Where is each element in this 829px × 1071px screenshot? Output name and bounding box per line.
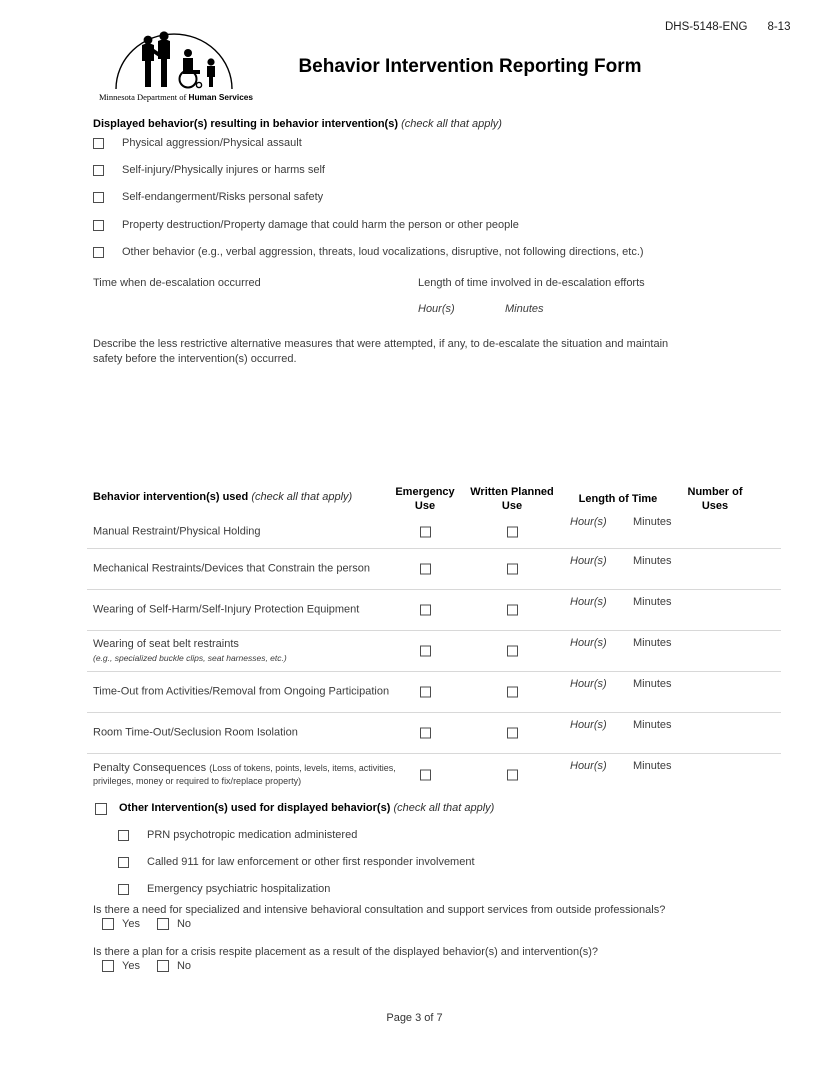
behavior-option: [93, 192, 323, 203]
hours-field-label: Hour(s): [570, 516, 607, 528]
intervention-label: Wearing of Self-Harm/Self-Injury Protection Equipment: [93, 603, 360, 616]
deescalation-length-label: Length of time involved in de-escalation efforts: [418, 277, 645, 289]
other-intervention-label: PRN psychotropic medication administered: [147, 829, 358, 841]
displayed-behaviors-heading: [93, 118, 788, 130]
logo-caption: [99, 92, 254, 102]
other-interventions-heading-note: (check all that apply): [393, 802, 495, 814]
intervention-label: Time-Out from Activities/Removal from Ongoing Participation: [93, 685, 390, 698]
written-planned-use-checkbox-6[interactable]: [507, 770, 518, 781]
emergency-use-checkbox-5[interactable]: [420, 728, 431, 739]
describe-instruction: Describe the less restrictive alternative measures that were attempted, if any, to de-escalate the situation and maintain safety before the intervention(s) occurred.: [93, 338, 669, 365]
logo-caption-bold: Human Services: [188, 92, 254, 102]
other-intervention-label: Emergency psychiatric hospitalization: [147, 883, 331, 895]
behavior-option-label: Self-endangerment/Risks personal safety: [122, 191, 324, 203]
intervention-label-note: (e.g., specialized buckle clips, seat harnesses, etc.): [93, 653, 287, 663]
minutes-field-label: Minutes: [633, 516, 672, 528]
intervention-label: [93, 638, 413, 664]
emergency-use-checkbox-1[interactable]: [420, 564, 431, 575]
other-intervention-checkbox-2[interactable]: [118, 884, 129, 895]
yes-label: Yes: [122, 960, 140, 972]
written-planned-use-checkbox-0[interactable]: [507, 526, 518, 537]
table-row: [87, 712, 781, 753]
displayed-behaviors-section: [93, 118, 788, 258]
other-interventions-heading: [119, 802, 494, 814]
behavior-option-label: Property destruction/Property damage that could harm the person or other people: [122, 219, 519, 231]
minutes-field-label: Minutes: [633, 760, 672, 772]
interventions-table: [87, 483, 781, 796]
page-footer: Page 3 of 7: [386, 1012, 443, 1024]
question-consultation-answers: [102, 918, 191, 930]
behavior-checkbox-2[interactable]: [93, 192, 104, 203]
interventions-heading-note: (check all that apply): [251, 491, 353, 503]
behavior-option: [93, 220, 519, 231]
respite-yes-checkbox[interactable]: [102, 960, 114, 972]
hours-field-label: Hour(s): [570, 555, 607, 567]
other-interventions-heading-row: [95, 803, 494, 815]
behavior-checkbox-0[interactable]: [93, 138, 104, 149]
question-respite-answers: [102, 960, 191, 972]
intervention-label: [93, 762, 413, 788]
behavior-option-label: Self-injury/Physically injures or harms self: [122, 164, 325, 176]
respite-no-checkbox[interactable]: [157, 960, 169, 972]
minutes-field-label: Minutes: [633, 555, 672, 567]
emergency-use-checkbox-3[interactable]: [420, 646, 431, 657]
interventions-heading-text: Behavior intervention(s) used: [93, 491, 249, 503]
emergency-use-checkbox-2[interactable]: [420, 605, 431, 616]
no-label: No: [176, 960, 192, 972]
behavior-option: [93, 247, 644, 258]
minutes-field-label: Minutes: [633, 637, 672, 649]
form-number-code: DHS-5148-ENG: [665, 21, 748, 33]
table-row: [87, 515, 781, 548]
other-intervention-checkbox-1[interactable]: [118, 857, 129, 868]
deescalation-minutes-label: Minutes: [505, 303, 544, 315]
minutes-field-label: Minutes: [633, 719, 672, 731]
minutes-field-label: Minutes: [633, 678, 672, 690]
behavior-option-label: Other behavior (e.g., verbal aggression, threats, loud vocalizations, disruptive, not following directions, etc.): [122, 246, 644, 258]
intervention-label: Room Time-Out/Seclusion Room Isolation: [93, 726, 298, 739]
hours-field-label: Hour(s): [570, 678, 607, 690]
column-header-emergency-use: Emergency Use: [395, 486, 455, 512]
intervention-label-text: Wearing of seat belt restraints: [93, 638, 239, 650]
written-planned-use-checkbox-1[interactable]: [507, 564, 518, 575]
displayed-behaviors-heading-text: Displayed behavior(s) resulting in behavior intervention(s): [93, 118, 399, 130]
intervention-label: Mechanical Restraints/Devices that Constrain the person: [93, 562, 370, 575]
table-row: [87, 753, 781, 796]
column-header-length-of-time: Length of Time: [578, 493, 658, 505]
intervention-label-note: (Loss of tokens, points, levels, items, activities, privileges, money or required to fix/replace property): [93, 763, 396, 786]
table-row: [87, 548, 781, 589]
table-row: [87, 671, 781, 712]
form-number: [665, 21, 790, 33]
hours-field-label: Hour(s): [570, 596, 607, 608]
table-row: [87, 630, 781, 671]
written-planned-use-checkbox-2[interactable]: [507, 605, 518, 616]
other-intervention-label: Called 911 for law enforcement or other first responder involvement: [147, 856, 475, 868]
consultation-no-checkbox[interactable]: [157, 918, 169, 930]
consultation-yes-checkbox[interactable]: [102, 918, 114, 930]
emergency-use-checkbox-6[interactable]: [420, 770, 431, 781]
hours-field-label: Hour(s): [570, 719, 607, 731]
deescalation-hours-label: Hour(s): [418, 303, 455, 315]
written-planned-use-checkbox-3[interactable]: [507, 646, 518, 657]
behavior-option: [93, 138, 302, 149]
other-interventions-checkbox[interactable]: [95, 803, 107, 815]
question-respite: Is there a plan for a crisis respite placement as a result of the displayed behavior(s) and intervention(s)?: [93, 946, 599, 958]
other-intervention-option: [118, 884, 330, 895]
intervention-label-text: Penalty Consequences: [93, 762, 207, 774]
other-intervention-option: [118, 830, 357, 841]
form-revision: 8-13: [767, 21, 791, 33]
written-planned-use-checkbox-4[interactable]: [507, 687, 518, 698]
column-header-written-planned-use: Written Planned Use: [470, 486, 554, 512]
question-consultation: Is there a need for specialized and intensive behavioral consultation and support services from outside professionals?: [93, 904, 666, 916]
column-header-number-of-uses: Number of Uses: [687, 486, 743, 512]
behavior-option-label: Physical aggression/Physical assault: [122, 137, 302, 149]
other-intervention-checkbox-0[interactable]: [118, 830, 129, 841]
behavior-option: [93, 165, 325, 176]
minutes-field-label: Minutes: [633, 596, 672, 608]
emergency-use-checkbox-0[interactable]: [420, 526, 431, 537]
interventions-heading: [93, 491, 352, 503]
deescalation-time-label: Time when de-escalation occurred: [93, 277, 261, 289]
hours-field-label: Hour(s): [570, 637, 607, 649]
written-planned-use-checkbox-5[interactable]: [507, 728, 518, 739]
page-title: Behavior Intervention Reporting Form: [298, 56, 642, 77]
yes-label: Yes: [122, 918, 140, 930]
logo-caption-prefix: Minnesota Department of: [99, 92, 189, 102]
no-label: No: [176, 918, 192, 930]
other-intervention-option: [118, 857, 475, 868]
table-row: [87, 589, 781, 630]
emergency-use-checkbox-4[interactable]: [420, 687, 431, 698]
behavior-checkbox-1[interactable]: [93, 165, 104, 176]
intervention-label: Manual Restraint/Physical Holding: [93, 525, 261, 537]
other-interventions-heading-text: Other Intervention(s) used for displayed behavior(s): [119, 802, 391, 814]
interventions-table-header: [87, 483, 781, 515]
behavior-checkbox-3[interactable]: [93, 220, 104, 231]
hours-field-label: Hour(s): [570, 760, 607, 772]
behavior-checkbox-4[interactable]: [93, 247, 104, 258]
displayed-behaviors-heading-note: (check all that apply): [401, 118, 502, 130]
